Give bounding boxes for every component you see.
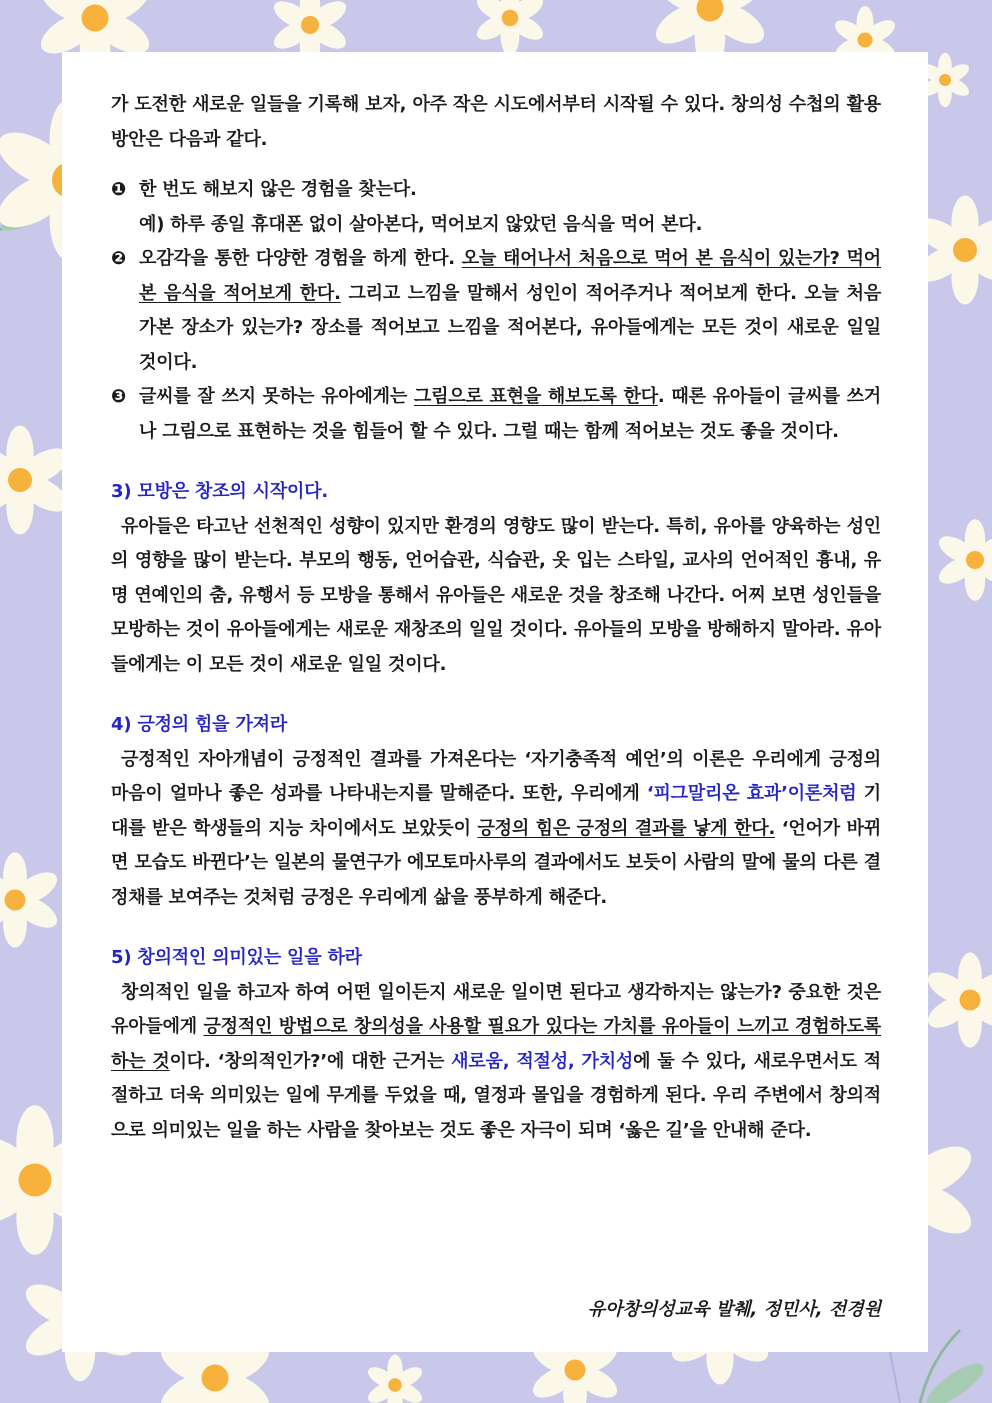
list-item-text: . 때론 유아들이 글씨를 쓰거나 그림으로 표현하는 것을 힘들어 할 수 있다. 그럴 때는 함께 적어보는 것도 좋을 것이다. (139, 386, 881, 442)
intro-paragraph: 가 도전한 새로운 일들을 기록해 보자, 아주 작은 시도에서부터 시작될 수 있다. 창의성 수첩의 활용방안은 다음과 같다. (111, 94, 881, 150)
underlined-text: 긍정의 힘은 긍정의 결과를 낳게 한다. (477, 817, 776, 839)
body-text: 기대를 받은 학생들의 지능 차이에서도 보았듯이 (111, 783, 881, 839)
section-5-body (111, 976, 881, 1149)
body-text: ‘언어가 바뀌면 모습도 바뀐다’는 일본의 물연구가 에모토마사루의 결과에서도 보듯이 사람의 말에 물의 다른 결정채를 보여주는 것처럼 긍정은 우리에게 삶을 풍부하게 해준다. (111, 817, 881, 908)
section-3-body: 유아들은 타고난 선천적인 성향이 있지만 환경의 영향도 많이 받는다. 특히, 유아를 양육하는 성인의 영향을 많이 받는다. 부모의 행동, 언어습관, 식습관, 옷 입는 스타일, 교사의 언어적인 흉내, 유명 연예인의 춤, 유행서 등 모방을 통해서 유아들은 새로운 것을 창조해 나간다. 어찌 보면 성인들을 모방하는 것이 유아들에게는 새로운 재창조의 일일 것이다. 유아들의 모방을 방해하지 말아라. 유아들에게는 이 모든 것이 새로운 일일 것이다. (111, 515, 881, 675)
underlined-text: 긍정적인 방법으로 창의성을 사용할 필요가 있다는 가치를 유아들이 느끼고 경험하도록 하는 것 (111, 1016, 881, 1072)
list-item-text: 글씨를 잘 쓰지 못하는 유아에게는 (139, 386, 414, 407)
list-item-example: 예) 하루 종일 휴대폰 없이 살아본다, 먹어보지 않았던 음식을 먹어 본다. (139, 213, 703, 235)
highlighted-term: 새로움, 적절성, 가치성 (451, 1050, 634, 1072)
body-text: 긍정적인 자아개념이 긍정적인 결과를 가져온다는 ‘자기충족적 예언’의 이론은 우리에게 긍정의 마음이 얼마나 좋은 성과를 나타내는지를 말해준다. 또한, 우리에게 (111, 748, 881, 804)
list-item-2 (111, 242, 881, 380)
list-item-text: 한 번도 해보지 않은 경험을 찾는다. (139, 179, 417, 200)
underlined-text: 그림으로 표현을 해보도록 한다 (413, 386, 658, 407)
underlined-text: 오늘 태어나서 처음으로 먹어 본 음식이 있는가? 먹어 본 음식을 적어보게 한다. (139, 248, 881, 304)
list-item-1 (111, 173, 881, 242)
list-number: ❷ (111, 248, 127, 269)
list-number: ❸ (111, 386, 127, 407)
body-text: 에 둘 수 있다, 새로우면서도 적절하고 더욱 의미있는 일에 무게를 두었을 때, 열정과 몰입을 경험하게 된다. 우리 주변에서 창의적으로 의미있는 일을 하는 사람을 찾아보는 것도 좋은 자극이 되며 ‘옳은 길’을 안내해 준다. (111, 1050, 881, 1141)
body-text: 이다. ‘창의적인가?’에 대한 근거는 (169, 1050, 452, 1072)
section-4-body (111, 743, 881, 916)
list-item-3 (111, 380, 881, 449)
section-3-heading: 3) 모방은 창조의 시작이다. (111, 481, 329, 502)
body-text: 창의적인 일을 하고자 하여 어떤 일이든지 새로운 일이면 된다고 생각하지는 않는가? 중요한 것은 유아들에게 (111, 981, 881, 1037)
section-5-heading: 5) 창의적인 의미있는 일을 하라 (111, 947, 362, 968)
list-item-text: 그리고 느낌을 말해서 성인이 적어주거나 적어보게 한다. 오늘 처음 가본 장소가 있는가? 장소를 적어보고 느낌을 적어본다, 유아들에게는 모든 것이 새로운 일일 것이다. (139, 282, 882, 373)
list-item-text: 오감각을 통한 다양한 경험을 하게 한다. (139, 248, 462, 269)
source-citation: 유아창의성교육 발췌, 정민사, 전경원 (587, 1299, 881, 1320)
document-body (111, 88, 881, 1148)
highlighted-term: ‘피그말리온 효과’이론처럼 (646, 783, 857, 804)
section-4-heading: 4) 긍정의 힘을 가져라 (111, 714, 288, 735)
list-number: ❶ (111, 179, 127, 200)
